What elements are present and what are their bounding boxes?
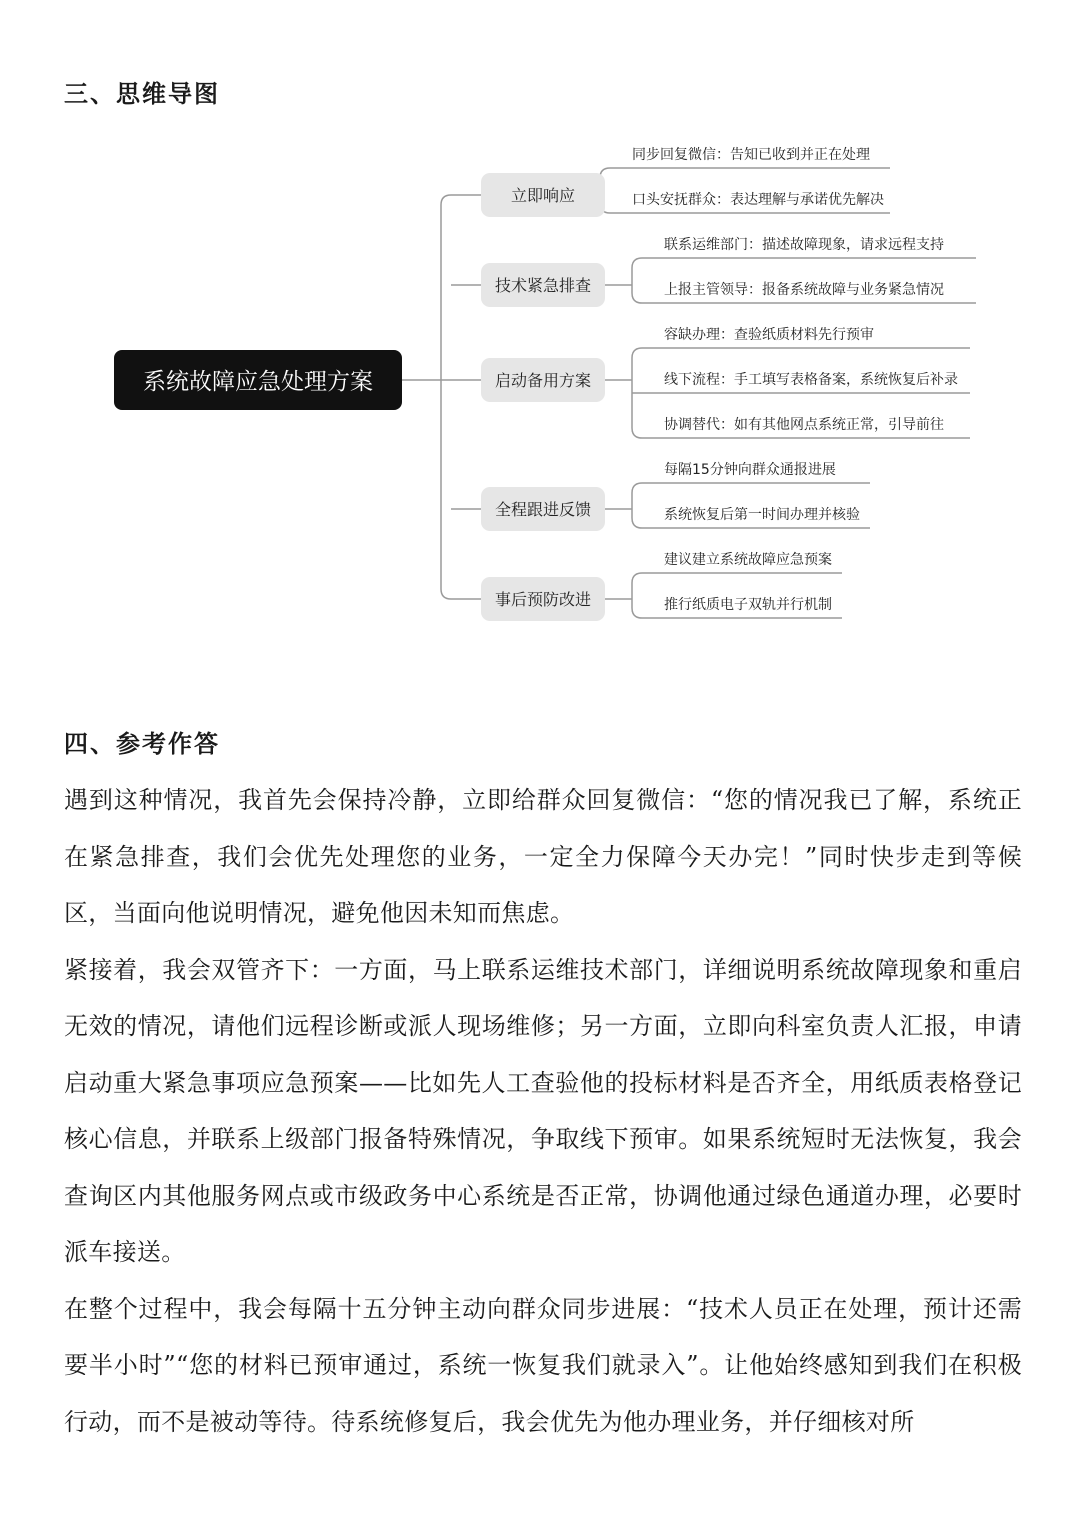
leaf-node	[642, 281, 976, 303]
leaf-node	[642, 236, 976, 258]
leaf-label: 同步回复微信：告知已收到并正在处理	[632, 147, 870, 163]
mind-map-diagram	[0, 120, 1080, 640]
leaf-node	[642, 416, 970, 438]
leaf-label: 建议建立系统故障应急预案	[664, 552, 832, 568]
leaf-label: 协调替代：如有其他网点系统正常，引导前往	[664, 417, 944, 433]
answer-paragraph-1: 遇到这种情况，我首先会保持冷静，立即给群众回复微信：“您的情况我已了解，系统正在紧急排查，我们会优先处理您的业务，一定全力保障今天办完！”同时快步走到等候区，当面向他说明情况，避免他因未知而焦虑。	[64, 786, 1022, 927]
section-heading-answer: 四、参考作答	[64, 729, 220, 758]
leaf-label: 上报主管领导：报备系统故障与业务紧急情况	[664, 282, 944, 298]
leaf-label: 每隔15分钟向群众通报进展	[664, 462, 836, 478]
branch-node	[481, 173, 605, 217]
branch-node	[481, 358, 605, 402]
branch-node	[481, 577, 605, 621]
leaf-node	[642, 461, 870, 483]
root-label: 系统故障应急处理方案	[143, 369, 373, 395]
branch-node	[481, 263, 605, 307]
answer-body	[64, 772, 1022, 1450]
leaf-node	[610, 146, 890, 168]
leaf-node	[610, 191, 890, 213]
leaf-label: 口头安抚群众：表达理解与承诺优先解决	[632, 192, 884, 208]
leaf-label: 推行纸质电子双轨并行机制	[664, 597, 832, 613]
leaf-node	[642, 506, 870, 528]
leaf-node	[642, 551, 842, 573]
branch-label: 事后预防改进	[494, 590, 592, 609]
branch-node	[481, 487, 605, 531]
leaf-label: 容缺办理：查验纸质材料先行预审	[664, 327, 874, 343]
root-node	[114, 350, 402, 410]
branch-label: 启动备用方案	[494, 371, 592, 390]
answer-paragraph-3: 在整个过程中，我会每隔十五分钟主动向群众同步进展：“技术人员正在处理，预计还需要半小时”“您的材料已预审通过，系统一恢复我们就录入”。让他始终感知到我们在积极行动，而不是被动等待。待系统修复后，我会优先为他办理业务，并仔细核对所	[64, 1294, 1022, 1436]
leaf-label: 线下流程：手工填写表格备案，系统恢复后补录	[664, 372, 958, 388]
leaf-label: 系统恢复后第一时间办理并核验	[664, 507, 860, 523]
leaf-label: 联系运维部门：描述故障现象，请求远程支持	[664, 237, 944, 253]
branch-label: 立即响应	[510, 186, 576, 205]
branch-label: 全程跟进反馈	[494, 500, 592, 519]
leaf-node	[642, 596, 842, 618]
leaf-node	[642, 326, 970, 348]
branch-label: 技术紧急排查	[494, 276, 592, 295]
leaf-node	[632, 371, 970, 393]
answer-paragraph-2: 紧接着，我会双管齐下：一方面，马上联系运维技术部门，详细说明系统故障现象和重启无效的情况，请他们远程诊断或派人现场维修；另一方面，立即向科室负责人汇报，申请启动重大紧急事项应急预案——比如先人工查验他的投标材料是否齐全，用纸质表格登记核心信息，并联系上级部门报备特殊情况，争取线下预审。如果系统短时无法恢复，我会查询区内其他服务网点或市级政务中心系统是否正常，协调他通过绿色通道办理，必要时派车接送。	[64, 955, 1022, 1266]
section-heading-mindmap: 三、思维导图	[64, 79, 220, 108]
